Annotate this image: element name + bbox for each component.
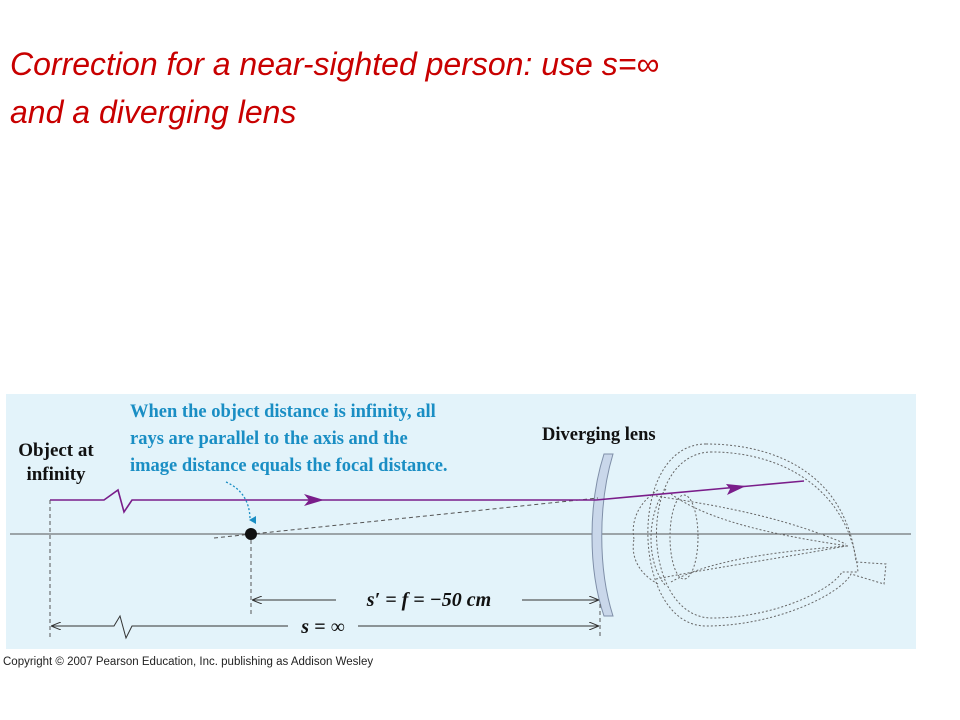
eye-drawing (633, 444, 886, 626)
virtual-ray-extension (214, 498, 598, 538)
note-line-3: image distance equals the focal distance. (130, 456, 448, 476)
incoming-ray (50, 490, 596, 512)
object-label-line-2: infinity (26, 464, 86, 485)
slide-title-line-1: Correction for a near-sighted person: use s=∞ (10, 46, 660, 82)
lens-label: Diverging lens (542, 425, 656, 445)
diverging-lens-diagram (6, 394, 916, 649)
slide-title (10, 40, 940, 136)
note-line-1: When the object distance is infinity, all (130, 402, 436, 422)
object-distance-dimension-left (52, 616, 288, 638)
copyright-notice: Copyright © 2007 Pearson Education, Inc. publishing as Addison Wesley (3, 656, 374, 668)
object-distance-label: s = ∞ (301, 616, 345, 638)
slide-title-line-2: and a diverging lens (10, 94, 297, 130)
focal-point-dot (245, 528, 257, 540)
refracted-ray (596, 481, 804, 500)
note-pointer-arrow (226, 482, 250, 520)
image-distance-label: s′ = f = −50 cm (366, 589, 492, 611)
note-line-2: rays are parallel to the axis and the (130, 429, 408, 449)
diverging-lens (592, 454, 613, 616)
object-label-line-1: Object at (18, 440, 94, 461)
refracted-ray-arrowhead (726, 484, 746, 495)
